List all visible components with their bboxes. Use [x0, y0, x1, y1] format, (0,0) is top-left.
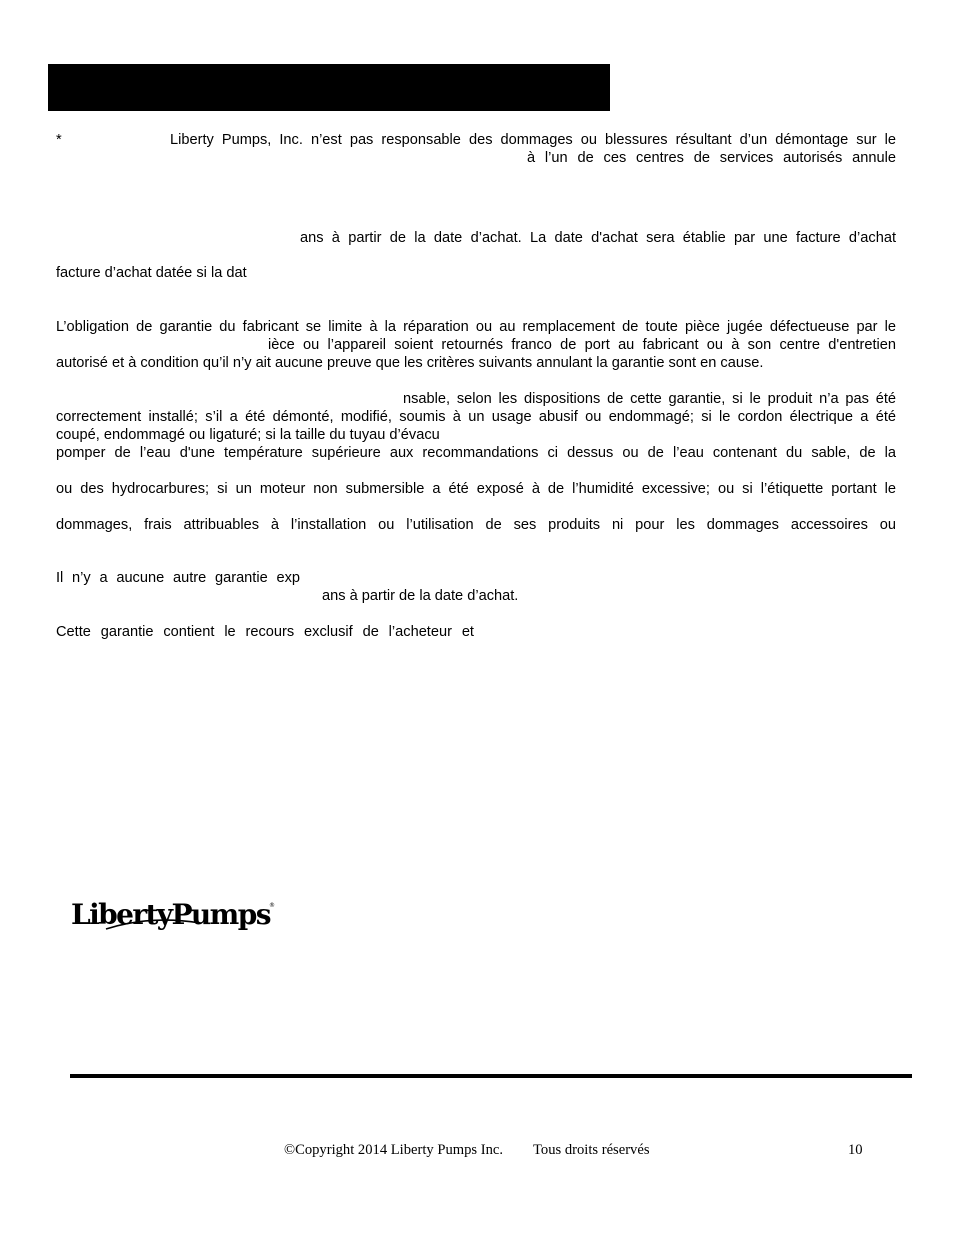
p4-line5: ou des hydrocarbures; si un moteur non submersible a été exposé à de l’humidité excessive; ou si l’étiquette portant le	[56, 481, 896, 497]
p4-line3: coupé, endommagé ou ligaturé; si la taille du tuyau d’évacu	[56, 427, 440, 443]
p5-line1: Il n’y a aucune autre garantie exp	[56, 570, 300, 586]
p6-line1: Cette garantie contient le recours exclusif de l’acheteur et	[56, 624, 474, 640]
p4-line1: nsable, selon les dispositions de cette garantie, si le produit n’a pas été	[403, 391, 896, 407]
p2-line1: ans à partir de la date d’achat. La date d'achat sera établie par une facture d’achat	[300, 230, 896, 246]
p3-line3: autorisé et à condition qu’il n’y ait aucune preuve que les critères suivants annulant la garantie sont en cause.	[56, 355, 764, 371]
logo-wordmark: LibertyPumps	[71, 898, 270, 931]
p1-line2: à l’un de ces centres de services autorisés annule	[527, 150, 896, 166]
p1-line1: Liberty Pumps, Inc. n’est pas responsable des dommages ou blessures résultant d’un démontage sur le	[170, 132, 896, 148]
asterisk-marker: *	[56, 132, 62, 148]
p4-line6: dommages, frais attribuables à l’installation ou l’utilisation de ses produits ni pour les dommages accessoires ou	[56, 517, 896, 533]
liberty-pumps-logo	[70, 893, 276, 937]
page-number: 10	[848, 1142, 863, 1158]
p3-line2: ièce ou l’appareil soient retournés franco de port au fabricant ou à son centre d'entretien	[268, 337, 896, 353]
footer-rights: Tous droits réservés	[533, 1142, 650, 1158]
p4-line4: pomper de l’eau d'une température supérieure aux recommandations ci dessus ou de l’eau contenant du sable, de la	[56, 445, 896, 461]
footer-copyright: ©Copyright 2014 Liberty Pumps Inc.	[284, 1142, 504, 1158]
footer-rule	[70, 1074, 912, 1078]
p2-line2: facture d’achat datée si la dat	[56, 265, 247, 281]
p5-line2: ans à partir de la date d’achat.	[322, 588, 519, 604]
p4-line2: correctement installé; s’il a été démonté, modifié, soumis à un usage abusif ou endommagé; si le cordon électrique a été	[56, 409, 896, 425]
p3-line1: L’obligation de garantie du fabricant se limite à la réparation ou au remplacement de toute pièce jugée défectueuse par le	[56, 319, 896, 335]
registered-mark: ®	[269, 902, 275, 909]
section-header-bar	[48, 64, 610, 111]
